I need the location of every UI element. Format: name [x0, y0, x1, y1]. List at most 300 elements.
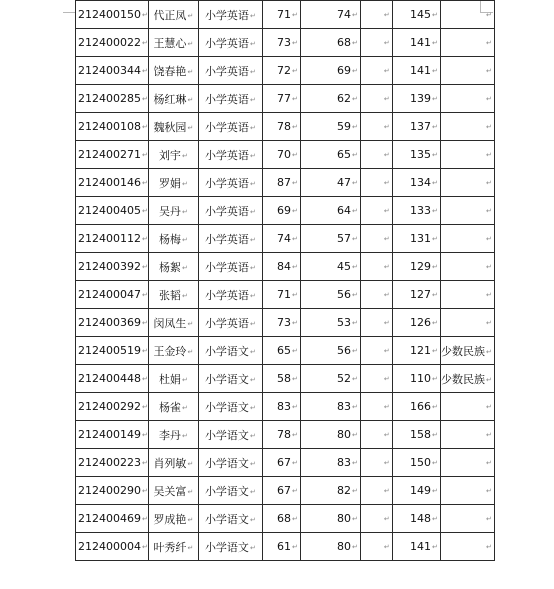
- cell-interview-score: [300, 337, 360, 365]
- paragraph-mark-icon: ↵: [292, 11, 298, 19]
- cell-subject: [198, 253, 262, 281]
- cell-subject: [198, 281, 262, 309]
- paragraph-mark-icon: ↵: [142, 487, 148, 495]
- cell-name-text: 代正凤: [153, 8, 187, 22]
- cell-interview-score: [300, 421, 360, 449]
- cell-total-score: [392, 533, 440, 561]
- cell-bonus: [360, 337, 392, 365]
- paragraph-mark-icon: ↵: [292, 235, 298, 243]
- cell-total-score-text: 134: [410, 176, 431, 189]
- paragraph-mark-icon: ↵: [432, 123, 438, 131]
- cell-name-text: 罗成艳: [153, 512, 187, 526]
- paragraph-mark-icon: ↵: [352, 375, 358, 383]
- cell-written-score: [262, 365, 300, 393]
- cell-candidate-id-text: 212400369: [78, 316, 141, 329]
- paragraph-mark-icon: ↵: [249, 151, 256, 160]
- cell-interview-score: [300, 141, 360, 169]
- paragraph-mark-icon: ↵: [432, 151, 438, 159]
- cell-note: [440, 365, 494, 393]
- cell-interview-score-text: 80: [337, 512, 351, 525]
- paragraph-mark-icon: ↵: [249, 67, 256, 76]
- table-row: [76, 57, 495, 85]
- cell-written-score: [262, 337, 300, 365]
- cell-written-score: [262, 393, 300, 421]
- cell-interview-score: [300, 281, 360, 309]
- cell-note: [440, 421, 494, 449]
- cell-written-score-text: 67: [277, 484, 291, 497]
- cell-interview-score-text: 45: [337, 260, 351, 273]
- cell-name: [148, 337, 198, 365]
- paragraph-mark-icon: ↵: [249, 291, 256, 300]
- paragraph-mark-icon: ↵: [352, 95, 358, 103]
- table-row: [76, 281, 495, 309]
- cell-subject-text: 小学英语: [204, 288, 249, 302]
- cell-subject-text: 小学语文: [204, 484, 249, 498]
- cell-candidate-id: [76, 337, 149, 365]
- cell-bonus: [360, 113, 392, 141]
- paragraph-mark-icon: ↵: [486, 347, 492, 356]
- paragraph-mark-icon: ↵: [142, 403, 148, 411]
- cell-candidate-id: [76, 281, 149, 309]
- cell-interview-score-text: 59: [337, 120, 351, 133]
- cell-interview-score: [300, 533, 360, 561]
- cell-interview-score: [300, 197, 360, 225]
- cell-note: [440, 169, 494, 197]
- paragraph-mark-icon: ↵: [432, 403, 438, 411]
- cell-bonus: [360, 29, 392, 57]
- paragraph-mark-icon: ↵: [142, 207, 148, 215]
- paragraph-mark-icon: ↵: [249, 487, 256, 496]
- paragraph-mark-icon: ↵: [352, 151, 358, 159]
- cell-written-score-text: 67: [277, 456, 291, 469]
- cell-bonus: [360, 57, 392, 85]
- cell-candidate-id: [76, 393, 149, 421]
- cell-total-score-text: 131: [410, 232, 431, 245]
- cell-interview-score: [300, 393, 360, 421]
- paragraph-mark-icon: ↵: [432, 67, 438, 75]
- cell-bonus: [360, 225, 392, 253]
- cell-note: [440, 253, 494, 281]
- paragraph-mark-icon: ↵: [352, 11, 358, 19]
- paragraph-mark-icon: ↵: [352, 123, 358, 131]
- cell-bonus: [360, 281, 392, 309]
- cell-written-score: [262, 141, 300, 169]
- score-table: [75, 0, 495, 561]
- paragraph-mark-icon: ↵: [292, 263, 298, 271]
- paragraph-mark-icon: ↵: [292, 403, 298, 411]
- paragraph-mark-icon: ↵: [432, 95, 438, 103]
- paragraph-mark-icon: ↵: [432, 235, 438, 243]
- paragraph-mark-icon: ↵: [432, 347, 438, 355]
- cell-interview-score-text: 56: [337, 344, 351, 357]
- cell-candidate-id-text: 212400290: [78, 484, 141, 497]
- cell-candidate-id: [76, 253, 149, 281]
- cell-interview-score-text: 80: [337, 540, 351, 553]
- cell-name-text: 李丹: [158, 428, 181, 442]
- paragraph-mark-icon: ↵: [352, 515, 358, 523]
- cell-candidate-id-text: 212400519: [78, 344, 141, 357]
- cell-subject: [198, 29, 262, 57]
- cell-candidate-id-text: 212400344: [78, 64, 141, 77]
- cell-written-score: [262, 421, 300, 449]
- paragraph-mark-icon: ↵: [187, 39, 194, 48]
- paragraph-mark-icon: ↵: [352, 403, 358, 411]
- cell-name-text: 刘宇: [158, 148, 181, 162]
- paragraph-mark-icon: ↵: [292, 39, 298, 47]
- cell-candidate-id-text: 212400448: [78, 372, 141, 385]
- paragraph-mark-icon: ↵: [249, 11, 256, 20]
- paragraph-mark-icon: ↵: [292, 151, 298, 159]
- cell-note: [440, 1, 494, 29]
- paragraph-mark-icon: ↵: [383, 347, 390, 355]
- cell-candidate-id-text: 212400149: [78, 428, 141, 441]
- cell-note: [440, 393, 494, 421]
- cell-interview-score-text: 53: [337, 316, 351, 329]
- paragraph-mark-icon: ↵: [181, 375, 188, 384]
- cell-name-text: 杨红琳: [153, 92, 187, 106]
- cell-total-score: [392, 253, 440, 281]
- paragraph-mark-icon: ↵: [142, 123, 148, 131]
- cell-bonus: [360, 309, 392, 337]
- cell-subject-text: 小学语文: [204, 512, 249, 526]
- cell-subject: [198, 57, 262, 85]
- cell-candidate-id: [76, 225, 149, 253]
- cell-subject-text: 小学语文: [204, 540, 249, 554]
- paragraph-mark-icon: ↵: [432, 459, 438, 467]
- cell-subject: [198, 449, 262, 477]
- table-row: [76, 449, 495, 477]
- cell-interview-score: [300, 29, 360, 57]
- cell-interview-score: [300, 85, 360, 113]
- cell-name: [148, 449, 198, 477]
- cell-name: [148, 29, 198, 57]
- paragraph-mark-icon: ↵: [486, 39, 492, 47]
- cell-bonus: [360, 141, 392, 169]
- cell-written-score: [262, 477, 300, 505]
- cell-subject-text: 小学英语: [204, 64, 249, 78]
- paragraph-mark-icon: ↵: [383, 487, 390, 495]
- cell-subject-text: 小学英语: [204, 232, 249, 246]
- cell-written-score-text: 61: [277, 540, 291, 553]
- paragraph-mark-icon: ↵: [249, 543, 256, 552]
- paragraph-mark-icon: ↵: [432, 375, 438, 383]
- cell-written-score: [262, 1, 300, 29]
- paragraph-mark-icon: ↵: [352, 347, 358, 355]
- cell-interview-score: [300, 113, 360, 141]
- cell-name: [148, 141, 198, 169]
- cell-name: [148, 57, 198, 85]
- cell-subject-text: 小学英语: [204, 316, 249, 330]
- paragraph-mark-icon: ↵: [249, 403, 256, 412]
- cell-candidate-id: [76, 141, 149, 169]
- cell-candidate-id-text: 212400047: [78, 288, 141, 301]
- paragraph-mark-icon: ↵: [432, 319, 438, 327]
- cell-total-score-text: 166: [410, 400, 431, 413]
- paragraph-mark-icon: ↵: [352, 263, 358, 271]
- paragraph-mark-icon: ↵: [142, 39, 148, 47]
- paragraph-mark-icon: ↵: [292, 515, 298, 523]
- paragraph-mark-icon: ↵: [486, 207, 492, 215]
- paragraph-mark-icon: ↵: [181, 291, 188, 300]
- cell-subject-text: 小学英语: [204, 148, 249, 162]
- cell-name-text: 罗娟: [158, 176, 181, 190]
- cell-bonus: [360, 421, 392, 449]
- table-row: [76, 1, 495, 29]
- cell-total-score-text: 129: [410, 260, 431, 273]
- cell-total-score-text: 145: [410, 8, 431, 21]
- paragraph-mark-icon: ↵: [249, 95, 256, 104]
- cell-subject-text: 小学语文: [204, 456, 249, 470]
- cell-bonus: [360, 393, 392, 421]
- cell-bonus: [360, 449, 392, 477]
- paragraph-mark-icon: ↵: [142, 263, 148, 271]
- cell-written-score-text: 73: [277, 316, 291, 329]
- cell-total-score: [392, 393, 440, 421]
- paragraph-mark-icon: ↵: [383, 319, 390, 327]
- cell-bonus: [360, 477, 392, 505]
- paragraph-mark-icon: ↵: [292, 431, 298, 439]
- paragraph-mark-icon: ↵: [486, 179, 492, 187]
- cell-total-score: [392, 449, 440, 477]
- cell-total-score-text: 135: [410, 148, 431, 161]
- cell-interview-score-text: 82: [337, 484, 351, 497]
- cell-interview-score: [300, 505, 360, 533]
- paragraph-mark-icon: ↵: [187, 515, 194, 524]
- cell-candidate-id-text: 212400108: [78, 120, 141, 133]
- paragraph-mark-icon: ↵: [383, 431, 390, 439]
- cell-written-score-text: 72: [277, 64, 291, 77]
- paragraph-mark-icon: ↵: [352, 67, 358, 75]
- cell-note: [440, 477, 494, 505]
- cell-subject-text: 小学英语: [204, 176, 249, 190]
- paragraph-mark-icon: ↵: [352, 291, 358, 299]
- paragraph-mark-icon: ↵: [187, 543, 194, 552]
- cell-name-text: 王金玲: [153, 344, 187, 358]
- paragraph-mark-icon: ↵: [486, 291, 492, 299]
- cell-subject-text: 小学英语: [204, 120, 249, 134]
- paragraph-mark-icon: ↵: [142, 515, 148, 523]
- cell-total-score-text: 139: [410, 92, 431, 105]
- cell-written-score-text: 73: [277, 36, 291, 49]
- paragraph-mark-icon: ↵: [383, 543, 390, 551]
- cell-written-score: [262, 253, 300, 281]
- cell-candidate-id-text: 212400469: [78, 512, 141, 525]
- cell-total-score: [392, 57, 440, 85]
- cell-total-score-text: 126: [410, 316, 431, 329]
- table-row: [76, 309, 495, 337]
- cell-written-score-text: 78: [277, 428, 291, 441]
- cell-subject: [198, 505, 262, 533]
- cell-name: [148, 421, 198, 449]
- paragraph-mark-icon: ↵: [486, 431, 492, 439]
- cell-written-score: [262, 57, 300, 85]
- cell-name: [148, 1, 198, 29]
- cell-subject-text: 小学英语: [204, 92, 249, 106]
- paragraph-mark-icon: ↵: [142, 291, 148, 299]
- paragraph-mark-icon: ↵: [383, 375, 390, 383]
- cell-subject-text: 小学语文: [204, 428, 249, 442]
- paragraph-mark-icon: ↵: [292, 179, 298, 187]
- cell-bonus: [360, 253, 392, 281]
- paragraph-mark-icon: ↵: [486, 487, 492, 495]
- paragraph-mark-icon: ↵: [142, 179, 148, 187]
- cell-interview-score: [300, 449, 360, 477]
- cell-subject: [198, 421, 262, 449]
- paragraph-mark-icon: ↵: [486, 235, 492, 243]
- cell-written-score-text: 84: [277, 260, 291, 273]
- cell-interview-score-text: 83: [337, 400, 351, 413]
- cell-name-text: 饶春艳: [153, 64, 187, 78]
- cell-interview-score: [300, 365, 360, 393]
- cell-name-text: 闵凤生: [153, 316, 187, 330]
- paragraph-mark-icon: ↵: [181, 403, 188, 412]
- table-row: [76, 169, 495, 197]
- cell-subject-text: 小学语文: [204, 344, 249, 358]
- paragraph-mark-icon: ↵: [142, 151, 148, 159]
- paragraph-mark-icon: ↵: [383, 123, 390, 131]
- paragraph-mark-icon: ↵: [181, 151, 188, 160]
- paragraph-mark-icon: ↵: [486, 459, 492, 467]
- cell-total-score: [392, 85, 440, 113]
- paragraph-mark-icon: ↵: [249, 263, 256, 272]
- paragraph-mark-icon: ↵: [292, 347, 298, 355]
- cell-note: [440, 141, 494, 169]
- cell-note: [440, 281, 494, 309]
- paragraph-mark-icon: ↵: [383, 291, 390, 299]
- paragraph-mark-icon: ↵: [142, 459, 148, 467]
- table-row: [76, 197, 495, 225]
- paragraph-mark-icon: ↵: [249, 179, 256, 188]
- cell-total-score: [392, 113, 440, 141]
- paragraph-mark-icon: ↵: [383, 403, 390, 411]
- cell-name-text: 杨梅: [158, 232, 181, 246]
- paragraph-mark-icon: ↵: [352, 179, 358, 187]
- cell-interview-score-text: 57: [337, 232, 351, 245]
- cell-total-score: [392, 477, 440, 505]
- cell-name: [148, 309, 198, 337]
- cell-interview-score: [300, 309, 360, 337]
- paragraph-mark-icon: ↵: [292, 95, 298, 103]
- cell-candidate-id-text: 212400004: [78, 540, 141, 553]
- paragraph-mark-icon: ↵: [486, 263, 492, 271]
- paragraph-mark-icon: ↵: [352, 487, 358, 495]
- paragraph-mark-icon: ↵: [486, 151, 492, 159]
- cell-total-score-text: 141: [410, 64, 431, 77]
- cell-total-score-text: 121: [410, 344, 431, 357]
- cell-candidate-id: [76, 533, 149, 561]
- cell-interview-score-text: 64: [337, 204, 351, 217]
- cell-bonus: [360, 365, 392, 393]
- cell-interview-score: [300, 477, 360, 505]
- cell-name: [148, 225, 198, 253]
- cell-written-score-text: 68: [277, 512, 291, 525]
- cell-candidate-id: [76, 169, 149, 197]
- table-body: [76, 1, 495, 561]
- paragraph-mark-icon: ↵: [292, 487, 298, 495]
- cell-candidate-id: [76, 449, 149, 477]
- cell-subject: [198, 225, 262, 253]
- cell-interview-score-text: 80: [337, 428, 351, 441]
- cell-written-score: [262, 85, 300, 113]
- paragraph-mark-icon: ↵: [187, 319, 194, 328]
- cell-candidate-id-text: 212400392: [78, 260, 141, 273]
- paragraph-mark-icon: ↵: [142, 235, 148, 243]
- cell-candidate-id: [76, 85, 149, 113]
- cell-interview-score: [300, 57, 360, 85]
- paragraph-mark-icon: ↵: [352, 459, 358, 467]
- paragraph-mark-icon: ↵: [352, 543, 358, 551]
- cell-note: [440, 85, 494, 113]
- paragraph-mark-icon: ↵: [383, 151, 390, 159]
- paragraph-mark-icon: ↵: [181, 263, 188, 272]
- paragraph-mark-icon: ↵: [352, 431, 358, 439]
- cell-name: [148, 365, 198, 393]
- cell-total-score-text: 158: [410, 428, 431, 441]
- cell-total-score: [392, 29, 440, 57]
- cell-total-score: [392, 309, 440, 337]
- paragraph-mark-icon: ↵: [486, 123, 492, 131]
- cell-interview-score-text: 68: [337, 36, 351, 49]
- cell-written-score: [262, 449, 300, 477]
- cell-written-score: [262, 309, 300, 337]
- cell-subject-text: 小学英语: [204, 36, 249, 50]
- table-row: [76, 225, 495, 253]
- cell-name: [148, 393, 198, 421]
- cell-total-score: [392, 505, 440, 533]
- paragraph-mark-icon: ↵: [383, 263, 390, 271]
- cell-candidate-id: [76, 505, 149, 533]
- paragraph-mark-icon: ↵: [383, 179, 390, 187]
- cell-subject: [198, 337, 262, 365]
- cell-name-text: 杜娟: [158, 372, 181, 386]
- cell-subject: [198, 113, 262, 141]
- cell-written-score-text: 58: [277, 372, 291, 385]
- cell-total-score: [392, 141, 440, 169]
- paragraph-mark-icon: ↵: [142, 347, 148, 355]
- paragraph-mark-icon: ↵: [249, 39, 256, 48]
- cell-candidate-id-text: 212400405: [78, 204, 141, 217]
- cell-candidate-id: [76, 309, 149, 337]
- cell-total-score: [392, 337, 440, 365]
- paragraph-mark-icon: ↵: [383, 235, 390, 243]
- paragraph-mark-icon: ↵: [352, 235, 358, 243]
- cell-written-score: [262, 29, 300, 57]
- cell-written-score-text: 78: [277, 120, 291, 133]
- paragraph-mark-icon: ↵: [249, 347, 256, 356]
- paragraph-mark-icon: ↵: [383, 207, 390, 215]
- paragraph-mark-icon: ↵: [292, 207, 298, 215]
- paragraph-mark-icon: ↵: [432, 291, 438, 299]
- paragraph-mark-icon: ↵: [187, 487, 194, 496]
- paragraph-mark-icon: ↵: [432, 39, 438, 47]
- cell-written-score-text: 70: [277, 148, 291, 161]
- cell-candidate-id-text: 212400292: [78, 400, 141, 413]
- cell-interview-score-text: 65: [337, 148, 351, 161]
- paragraph-mark-icon: ↵: [432, 515, 438, 523]
- cell-name-text: 王慧心: [153, 36, 187, 50]
- cell-name-text: 杨雀: [158, 400, 181, 414]
- cell-name: [148, 253, 198, 281]
- cell-written-score: [262, 505, 300, 533]
- cell-subject: [198, 533, 262, 561]
- paragraph-mark-icon: ↵: [432, 487, 438, 495]
- cell-subject: [198, 365, 262, 393]
- cell-note: [440, 533, 494, 561]
- cell-written-score-text: 69: [277, 204, 291, 217]
- cell-candidate-id-text: 212400022: [78, 36, 141, 49]
- cell-name: [148, 281, 198, 309]
- cell-written-score: [262, 281, 300, 309]
